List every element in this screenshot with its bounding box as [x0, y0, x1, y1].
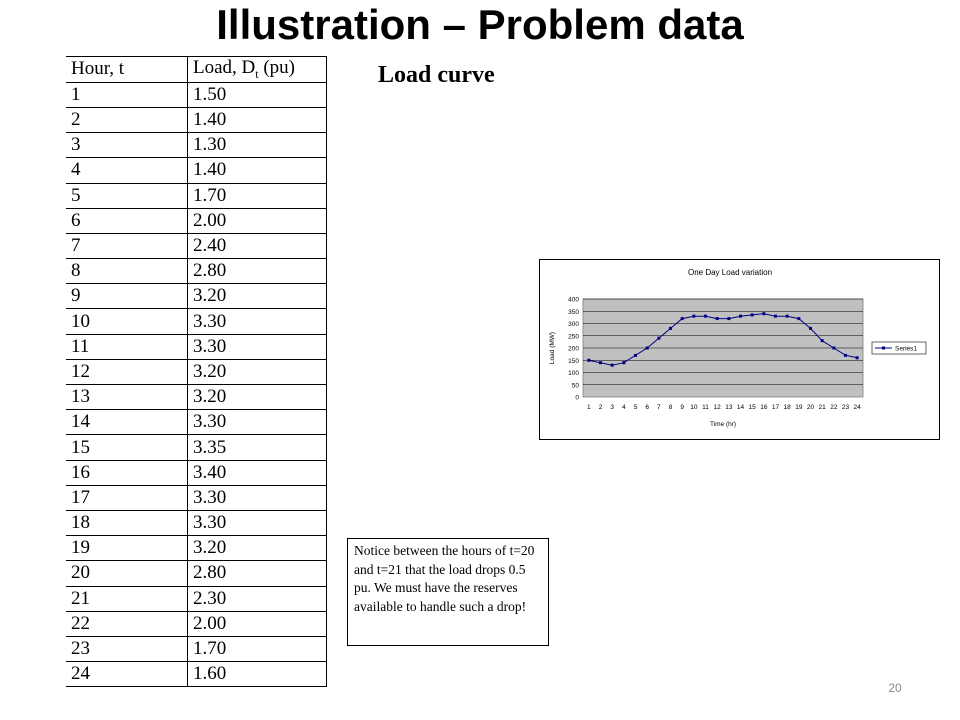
- y-tick-label: 200: [568, 345, 579, 353]
- table-row: [66, 233, 327, 258]
- hour-cell: 21: [66, 586, 188, 611]
- y-axis-label: Load (MW): [549, 331, 556, 365]
- table-row: [66, 561, 327, 586]
- load-cell: 3.20: [188, 385, 327, 410]
- header-hour: Hour, t: [66, 57, 188, 83]
- data-point: [622, 361, 625, 364]
- data-point: [774, 315, 777, 318]
- data-point: [692, 315, 695, 318]
- x-tick-label: 21: [818, 404, 826, 411]
- hour-cell: 22: [66, 611, 188, 636]
- x-tick-label: 16: [760, 404, 768, 411]
- hour-cell: 16: [66, 460, 188, 485]
- slide-title: Illustration – Problem data: [216, 1, 744, 48]
- hour-cell: 7: [66, 233, 188, 258]
- chart-title: One Day Load variation: [687, 268, 773, 277]
- table-row: [66, 334, 327, 359]
- load-chart: [539, 259, 940, 440]
- load-cell: 1.30: [188, 133, 327, 158]
- x-tick-label: 5: [633, 404, 638, 411]
- x-tick-label: 12: [713, 404, 721, 411]
- x-tick-label: 23: [841, 404, 850, 411]
- x-tick-label: 24: [853, 404, 861, 411]
- load-cell: 3.35: [188, 435, 327, 460]
- data-point: [611, 364, 614, 367]
- hour-cell: 24: [66, 662, 188, 687]
- y-tick-label: 50: [571, 382, 579, 390]
- load-data-table: [66, 56, 327, 687]
- hour-cell: 8: [66, 259, 188, 284]
- data-point: [634, 354, 637, 357]
- table-row: [66, 611, 327, 636]
- table-row: [66, 284, 327, 309]
- table-row: [66, 662, 327, 687]
- load-cell: 3.20: [188, 536, 327, 561]
- x-tick-label: 2: [598, 404, 603, 411]
- table-row: [66, 107, 327, 132]
- load-cell: 1.50: [188, 82, 327, 107]
- data-point: [727, 317, 730, 320]
- load-cell: 3.30: [188, 485, 327, 510]
- x-tick-label: 3: [610, 404, 614, 411]
- load-cell: 3.30: [188, 309, 327, 334]
- hour-cell: 13: [66, 385, 188, 410]
- data-point: [751, 313, 754, 316]
- hour-cell: 9: [66, 284, 188, 309]
- load-cell: 2.80: [188, 561, 327, 586]
- x-tick-label: 6: [645, 404, 649, 411]
- data-point: [821, 339, 824, 342]
- table-row: [66, 208, 327, 233]
- hour-cell: 6: [66, 208, 188, 233]
- data-point: [856, 356, 859, 359]
- y-tick-label: 350: [568, 308, 579, 316]
- table-row: [66, 359, 327, 384]
- data-point: [599, 361, 602, 364]
- hour-cell: 14: [66, 410, 188, 435]
- x-tick-label: 1: [587, 404, 591, 411]
- y-tick-label: 150: [568, 357, 579, 365]
- hour-cell: 17: [66, 485, 188, 510]
- page-number: 20: [888, 681, 902, 695]
- data-point: [786, 315, 789, 318]
- table-row: [66, 410, 327, 435]
- hour-cell: 23: [66, 636, 188, 661]
- data-point: [646, 347, 649, 350]
- data-point: [587, 359, 590, 362]
- table-row: [66, 536, 327, 561]
- table-header-row: [66, 57, 327, 83]
- x-tick-label: 20: [806, 404, 815, 411]
- hour-cell: 4: [66, 158, 188, 183]
- load-cell: 1.60: [188, 662, 327, 687]
- load-chart-svg: [540, 260, 939, 439]
- y-tick-label: 300: [568, 321, 579, 328]
- data-point: [669, 327, 672, 330]
- table-row: [66, 510, 327, 535]
- load-cell: 3.20: [188, 284, 327, 309]
- load-cell: 1.70: [188, 183, 327, 208]
- data-point: [797, 317, 800, 320]
- load-cell: 2.00: [188, 611, 327, 636]
- load-cell: 3.30: [188, 410, 327, 435]
- legend-marker: [882, 347, 885, 350]
- table-row: [66, 183, 327, 208]
- data-point: [716, 317, 719, 320]
- load-cell: 2.40: [188, 233, 327, 258]
- x-tick-label: 18: [783, 404, 791, 411]
- table-row: [66, 158, 327, 183]
- y-tick-label: 250: [568, 333, 579, 341]
- data-point: [704, 315, 707, 318]
- table-row: [66, 309, 327, 334]
- x-tick-label: 4: [622, 404, 626, 411]
- load-cell: 2.00: [188, 208, 327, 233]
- hour-cell: 18: [66, 510, 188, 535]
- table-row: [66, 133, 327, 158]
- load-curve-title: Load curve: [378, 62, 495, 88]
- hour-cell: 1: [66, 82, 188, 107]
- data-point: [832, 347, 835, 350]
- legend-label: Series1: [895, 345, 918, 353]
- data-point: [681, 317, 684, 320]
- x-tick-label: 15: [748, 404, 756, 411]
- hour-cell: 12: [66, 359, 188, 384]
- hour-cell: 20: [66, 561, 188, 586]
- x-tick-label: 9: [680, 404, 684, 411]
- table-row: [66, 485, 327, 510]
- load-cell: 1.70: [188, 636, 327, 661]
- load-cell: 2.80: [188, 259, 327, 284]
- load-cell: 1.40: [188, 158, 327, 183]
- y-tick-label: 400: [568, 296, 579, 304]
- x-tick-label: 13: [725, 404, 733, 411]
- y-tick-label: 100: [568, 370, 579, 377]
- data-point: [844, 354, 847, 357]
- y-tick-label: 0: [575, 394, 579, 402]
- data-point: [762, 312, 765, 315]
- data-point: [739, 315, 742, 318]
- hour-cell: 19: [66, 536, 188, 561]
- x-tick-label: 11: [702, 404, 709, 411]
- load-cell: 3.20: [188, 359, 327, 384]
- table-row: [66, 259, 327, 284]
- x-tick-label: 22: [830, 404, 838, 411]
- x-tick-label: 10: [690, 404, 698, 411]
- data-point: [657, 337, 660, 340]
- table-row: [66, 82, 327, 107]
- x-tick-label: 7: [657, 404, 661, 411]
- table-row: [66, 636, 327, 661]
- x-axis-label: Time (hr): [709, 421, 737, 428]
- hour-cell: 11: [66, 334, 188, 359]
- header-load: Load, $D_t$ (pu): [188, 57, 327, 83]
- table-row: [66, 435, 327, 460]
- table-row: [66, 586, 327, 611]
- load-cell: 3.30: [188, 510, 327, 535]
- x-tick-label: 8: [668, 404, 673, 411]
- hour-cell: 5: [66, 183, 188, 208]
- load-cell: 1.40: [188, 107, 327, 132]
- note-box: Notice between the hours of t=20 and t=21 that the load drops 0.5 pu. We must have the reserves available to handle such a drop!: [347, 538, 549, 646]
- x-tick-label: 17: [771, 404, 780, 411]
- x-tick-label: 14: [736, 404, 745, 411]
- hour-cell: 2: [66, 107, 188, 132]
- table-row: [66, 460, 327, 485]
- data-point: [809, 327, 812, 330]
- table-row: [66, 385, 327, 410]
- x-tick-label: 19: [795, 404, 803, 411]
- hour-cell: 3: [66, 133, 188, 158]
- hour-cell: 10: [66, 309, 188, 334]
- load-cell: 2.30: [188, 586, 327, 611]
- load-cell: 3.40: [188, 460, 327, 485]
- load-cell: 3.30: [188, 334, 327, 359]
- hour-cell: 15: [66, 435, 188, 460]
